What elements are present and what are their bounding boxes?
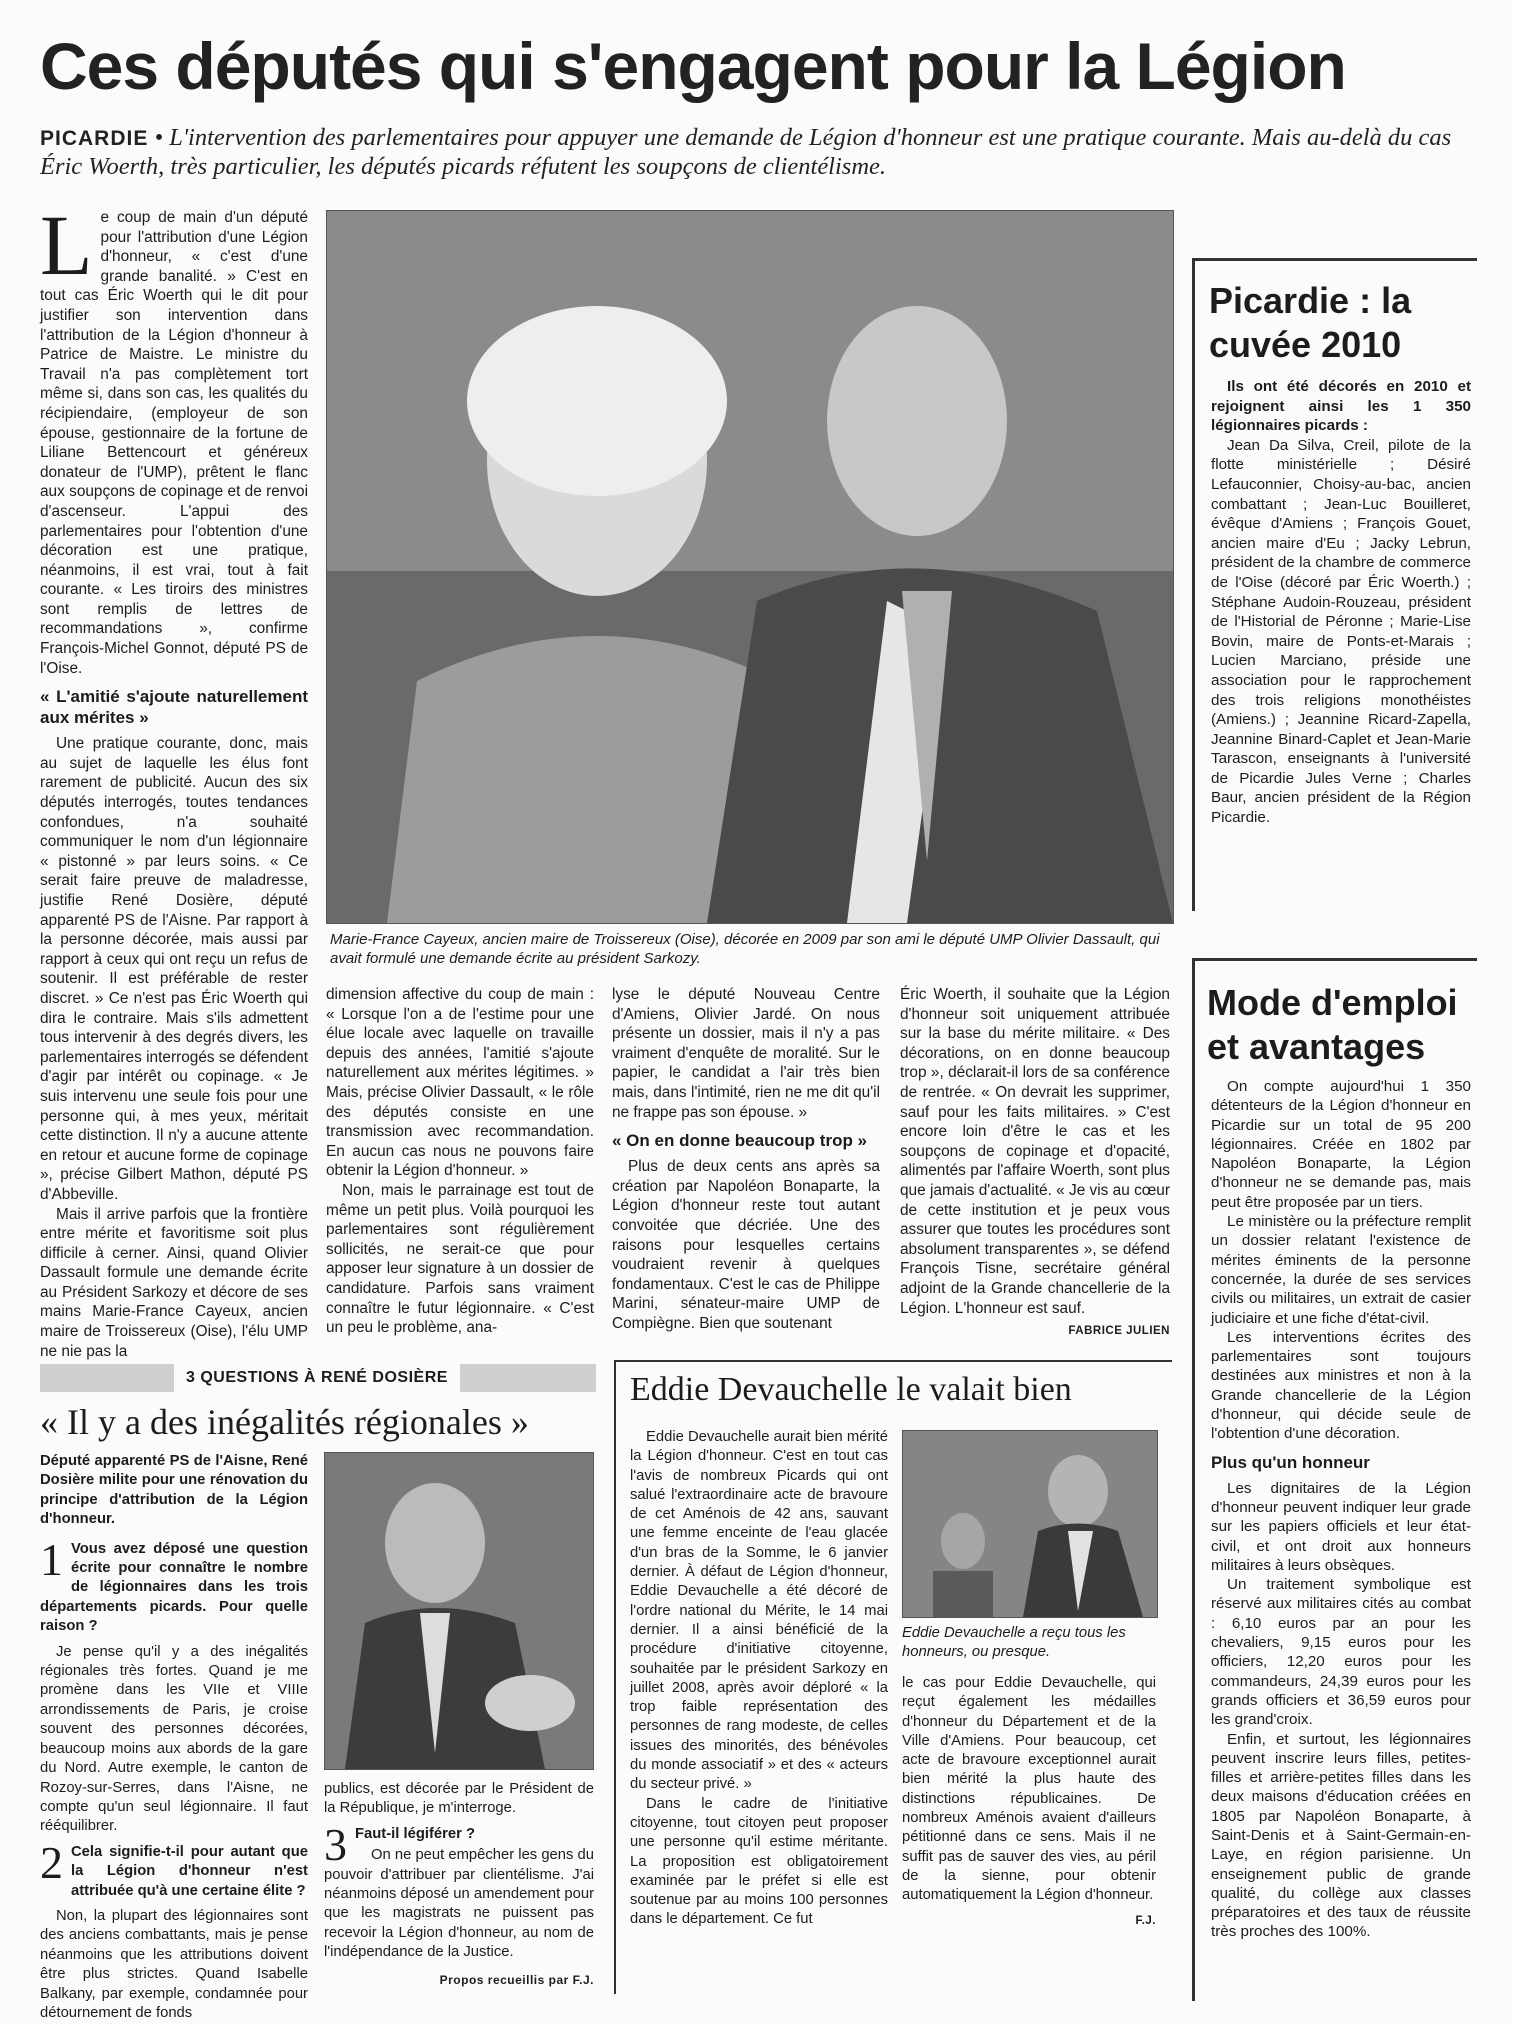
answer-2: Non, la plupart des légionnaires sont des anciens combattants, mais je pense néanmoins que les attributions doivent être plus strictes. Quand Isabelle Balkany, par exemple, condamnée pour détournement de fonds [40,1907,308,2021]
box-body [1195,1077,1477,1942]
box-paragraph: Enfin, et surtout, les légionnaires peuvent inscrire leurs filles, petites-filles et arrière-petites filles dans les deux maisons d'éducation créées en 1805 par Napoléon Bonaparte, à Saint-Denis et à Saint-Germain-en-Laye, en région parisienne. Un enseignement public de grande qualité, du collège aux classes préparatoires et des taux de réussite très proches des 100%. [1211,1730,1471,1941]
box-body [1195,377,1477,828]
box-intro: Ils ont été décorés en 2010 et rejoignent ainsi les 1 350 légionnaires picards : [1211,378,1471,435]
eddie-title: Eddie Devauchelle le valait bien [630,1371,1072,1408]
article-paragraph: dimension affective du coup de main : « Lorsque l'on a de l'estime pour une élue locale avec laquelle on travaille depuis des années, l'amitié s'ajoute naturellement aux mérites légitimes. » Mais, précise Olivier Dassault, « le rôle des députés consiste en une transmission avec recommandation. En aucun cas nous ne pouvons faire obtenir la Légion d'honneur. » [326,986,594,1180]
box-subheading: Plus qu'un honneur [1211,1452,1370,1472]
interview-banner-label: 3 QUESTIONS À RENÉ DOSIÈRE [174,1364,460,1392]
interview-column-2 [324,1780,594,1990]
eddie-photo [902,1430,1158,1618]
eddie-signature: F.J. [1135,1914,1156,1927]
box-title: Mode d'emploi et avantages [1207,982,1458,1067]
article-paragraph: Plus de deux cents ans après sa création par Napoléon Bonaparte, la Légion d'honneur reste tout autant convoitée que décriée. Une des raisons pour lesquelles certains voudraient revenir à quelques fondamentaux. C'est le cas de Philippe Marini, sénateur-maire UMP de Compiègne. Bien que soutenant [612,1158,880,1332]
box-paragraph: On compte aujourd'hui 1 350 détenteurs de la Légion d'honneur en Picardie sur un total de 95 200 légionnaires. Créée en 1802 par Napoléon Bonaparte, la Légion d'honneur ne se demande pas, mais peut être proposée par un tiers. [1211,1078,1471,1211]
sidebar-box-cuvee [1192,258,1477,911]
photo-illustration [903,1431,1157,1617]
subheading-beaucoup-trop: « On en donne beaucoup trop » [612,1131,868,1151]
box-paragraph: Les dignitaires de la Légion d'honneur peuvent indiquer leur grade sur les papiers officiels et leur état-civil, et ont droit aux honneurs militaires à leurs obsèques. [1211,1479,1471,1574]
deck [40,124,1480,181]
article-signature: FABRICE JULIEN [1068,1325,1170,1338]
article-column-2 [326,985,594,1338]
question-1: 1 Vous avez déposé une question écrite pour connaître le nombre de légionnaires dans les trois départements picards. Pour quelle raison ? [40,1533,308,1635]
box-paragraph: Le ministère ou la préfecture remplit un dossier relatant l'existence de mérites éminents de la personne concernée, la durée de ses services civils ou militaires, un extrait de casier judiciaire et une fiche d'état-civil. [1211,1213,1471,1327]
box-paragraph: Un traitement symbolique est réservé aux militaires cités au combat : 6,10 euros par an pour les chevaliers, 9,15 euros pour les officiers, 12,20 euros pour les commandeurs, 24,39 euros pour les grands officiers et 36,59 euros pour les grand'croix. [1211,1576,1471,1729]
eddie-column-2 [902,1674,1156,1931]
interview-title: « Il y a des inégalités régionales » [40,1402,529,1442]
sidebar-box-mode-emploi [1192,958,1477,2001]
interview-signature: Propos recueillis par F.J. [439,1972,594,1987]
eddie-paragraph: le cas pour Eddie Devauchelle, qui reçut également les médailles d'honneur du Département et de la Ville d'Amiens. Pour beaucoup, cet acte de bravoure exceptionnel aurait bien mérité la plus haute des distinctions républicaines. De nombreux Aménois avaient d'ailleurs pétitionné dans ce sens. Mais il ne suffit pas de sauver des vies, au péril de la sienne, pour obtenir automatiquement la Légion d'honneur. [902,1675,1156,1904]
photo-illustration [327,211,1173,923]
interview-photo [324,1452,594,1770]
deck-text: L'intervention des parlementaires pour appuyer une demande de Légion d'honneur est une pratique courante. Mais au-delà du cas Éric Woerth, très particulier, les députés picards réfutent les soupçons de clientélisme. [40,124,1452,180]
article-column-4 [900,985,1170,1342]
article-paragraph: Non, mais le parrainage est tout de même un petit plus. Voilà pourquoi les parlementaires sont régulièrement sollicités, ne serait-ce que pour apposer leur signature à un dossier de candidature. Parfois sans vraiment connaître le futur légionnaire. « C'est un peu le problème, ana- [326,1181,594,1337]
main-photo [326,210,1174,924]
answer-2-continued: publics, est décorée par le Président de la République, je m'interroge. [324,1781,594,1817]
photo-illustration [325,1453,593,1769]
article-column-3 [612,985,880,1334]
article-paragraph: Éric Woerth, il souhaite que la Légion d'honneur soit uniquement attribuée sur la base du mérite militaire. « Des décorations, on en donne beaucoup trop », déclarait-il lors de sa conférence de rentrée. « On devrait les supprimer, sauf pour les faits militaires. » C'est encore loin d'être le cas et les soupçons de copinage et d'opacité, alimentés par l'affaire Woerth, sont plus que jamais d'actualité. « Je vis au cœur de cette institution et je peux vous assurer que toutes les procédures sont absolument transparentes », se défend François Tisne, secrétaire général adjoint de la Grande chancellerie de la Légion. L'honneur est sauf. [900,986,1170,1317]
eddie-paragraph: Eddie Devauchelle aurait bien mérité la Légion d'honneur. C'est en tout cas l'avis de nombreux Picards qui ont salué l'extraordinaire acte de bravoure de cet Aménois de 42 ans, sauvant une femme enceinte de l'eau glacée d'un bras de la Somme, le 6 janvier dernier. À défaut de Légion d'honneur, Eddie Devauchelle a été décoré de l'ordre national du Mérite, le 14 mai dernier. Il a ainsi bénéficié de la procédure d'initiative citoyenne, souhaitée par le président Sarkozy en juillet 2008, après avoir déploré « la trop faible représentation des personnes de rang modeste, de celles issues des minorités, des bénévoles du monde associatif » et des « acteurs du secteur privé. » [630,1429,888,1793]
kicker-bullet: • [154,124,170,151]
box-list: Jean Da Silva, Creil, pilote de la flotte ministérielle ; Désiré Lefauconnier, Choisy-au-bac, ancien combattant ; Jean-Luc Bouilleret, évêque d'Amiens ; François Gouet, ancien maire d'Eu ; Jacky Lebrun, président de la chambre de commerce de l'Oise (décoré par Éric Woerth.) ; Stéphane Audoin-Rouzeau, président de l'Historial de Péronne ; Marie-Lise Bovin, maire de Ponts-et-Marais ; Lucien Marciano, préside une association pour le rapprochement des trois religions monothéistes (Amiens.) ; Jeannine Ricard-Zapella, Jeannine Binard-Caplet et Jean-Marie Tarascon, enseignants à l'université de Picardie Jules Verne ; Charles Baur, ancien président de la Région Picardie. [1211,436,1471,827]
article-paragraph: Mais il arrive parfois que la frontière entre mérite et favoritisme soit plus difficile à cerner. Ainsi, quand Olivier Dassault formule une demande écrite au Président Sarkozy et décore de ses mains Marie-France Cayeux, ancien maire de Troissereux (Oise), l'élu UMP ne nie pas la [40,1205,308,1360]
answer-3: On ne peut empêcher les gens du pouvoir d'attribuer par clientélisme. J'ai néanmoins déposé un amendement pour que les magistrats ne puissent pas recevoir la Légion d'honneur, au nom de l'indépendance de la Justice. [324,1847,594,1961]
headline: Ces députés qui s'engagent pour la Légion [40,29,1346,103]
answer-1: Je pense qu'il y a des inégalités régionales très fortes. Quand je me promène dans les VIIe et VIIIe arrondissements de Paris, je croise souvent des personnes décorées, beaucoup moins aux abords de la gare du Nord. Autre exemple, le canton de Rozoy-sur-Serres, dans l'Aisne, ne compte qu'un seul légionnaire. Il faut rééquilibrer. [40,1643,308,1835]
interview-banner [40,1364,596,1392]
dropcap: L [40,197,93,293]
box-paragraph: Les interventions écrites des parlementaires sont toujours destinées aux ministres et non à la Grande chancellerie de la Légion d'honneur, qui décide seule de l'obtention d'une décoration. [1211,1328,1471,1443]
main-photo-caption: Marie-France Cayeux, ancien maire de Troissereux (Oise), décorée en 2009 par son ami le député UMP Olivier Dassault, qui avait formulé une demande écrite au président Sarkozy. [330,931,1160,967]
kicker: PICARDIE [40,127,149,150]
eddie-paragraph: Dans le cadre de l'initiative citoyenne, tout citoyen peut proposer une personne qu'il estime méritante. La proposition est obligatoirement examinée par le préfet si elle est soutenue par au moins 100 personnes dans le département. Ce fut [630,1795,888,1928]
interview-intro: Député apparenté PS de l'Aisne, René Dosière milite pour une rénovation du principe d'attribution de la Légion d'honneur. [40,1453,308,1528]
question-2: 2 Cela signifie-t-il pour autant que la Légion d'honneur n'est attribuée qu'à une certaine élite ? [40,1836,308,1899]
article-column-1 [40,197,308,1361]
article-paragraph: lyse le député Nouveau Centre d'Amiens, Olivier Jardé. On nous présente un dossier, mais il n'y a pas vraiment d'enquête de moralité. Sur le papier, le candidat a l'air très bien mais, dans l'intimité, rien ne me dit qu'il ne frappe pas son épouse. » [612,986,880,1121]
article-paragraph: Une pratique courante, donc, mais au sujet de laquelle les élus font rarement de publicité. Aucun des six députés interrogés, toutes tendances confondues, n'a souhaité communiquer le nom d'un légionnaire « pistonné » par leurs soins. « Ce serait faire preuve de maladresse, justifie René Dosière, député apparenté PS de l'Aisne. Par rapport à la personne décorée, mais aussi par rapport à ceux qui ont reçu un refus de soutenir. Il est préférable de rester discret. » Ce n'est pas Éric Woerth qui dira le contraire. Mais s'ils admettent tous intervenir à des degrés divers, les parlementaires interrogés se défendent d'agir par intérêt ou copinage. « Je suis intervenu une seule fois pour une personne qui, à mes yeux, méritait cette distinction. Il n'y a aucune attente en retour et aucune forme de copinage », précise Gilbert Mathon, député PS d'Abbeville. [40,735,308,1203]
eddie-column-1 [630,1428,888,1930]
eddie-box [614,1360,1172,1994]
box-title: Picardie : la cuvée 2010 [1209,280,1412,365]
question-3: 3 Faut-il légiférer ? [324,1818,476,1870]
eddie-photo-caption: Eddie Devauchelle a reçu tous les honneurs, ou presque. [902,1625,1126,1660]
article-lead-paragraph: Le coup de main d'un député pour l'attribution d'une Légion d'honneur, « c'est d'une grande banalité. » C'est en tout cas Éric Woerth qui le dit pour justifier son intervention dans l'attribution de la Légion d'honneur à Patrice de Maistre. Le ministre du Travail n'a pas complètement tort même si, dans son cas, les qualités du récipiendaire, (employeur de son épouse, gestionnaire de la fortune de Liliane Bettencourt et généreux donateur de l'UMP), prêtent le flanc aux soupçons de copinage et de renvoi d'ascenseur. L'appui des parlementaires pour l'obtention d'une décoration est une pratique, néanmoins, il est vrai, tout à fait courante. « Les tiroirs des ministres sont remplis de lettres de recommandations », confirme François-Michel Gonnot, député PS de l'Oise. [40,197,308,677]
interview-column-1 [40,1452,308,2023]
subheading-amitie: « L'amitié s'ajoute naturellement aux mérites » [40,687,308,728]
